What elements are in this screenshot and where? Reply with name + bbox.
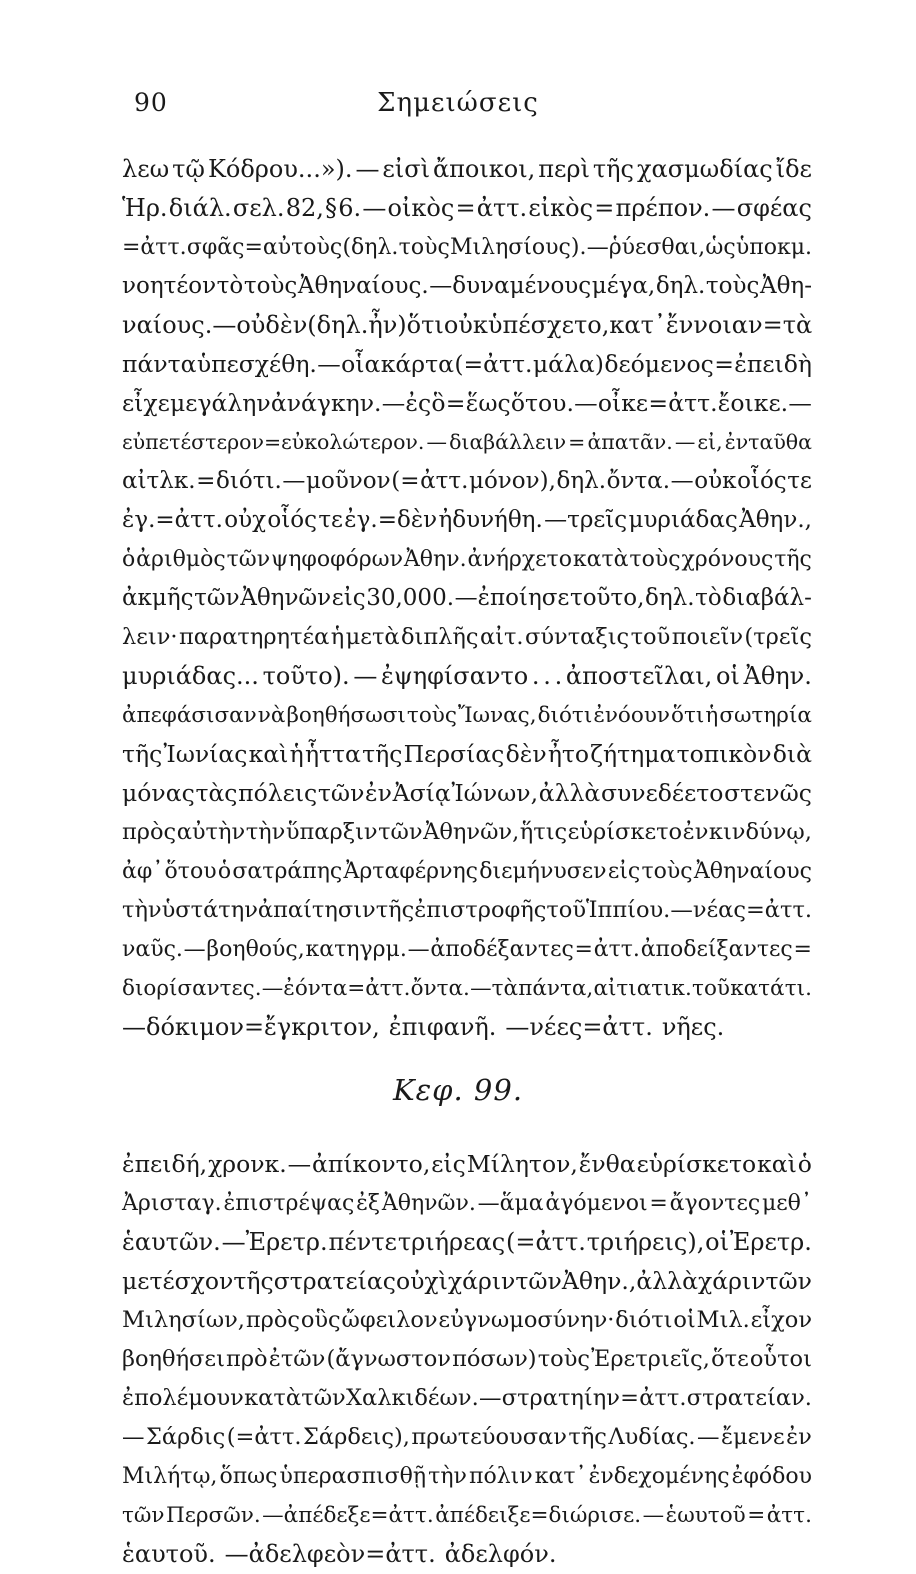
text-line: πάντα ὑπεσχέθη. — οἷα κάρτα (=ἀττ. μάλα) δεόμενος = ἐπειδὴ xyxy=(122,350,812,378)
text-line: βοηθήσει πρὸ ἐτῶν (ἄγνωστον πόσων) τοὺς Ἐρετριεῖς, ὅτε οὗτοι xyxy=(122,1346,812,1372)
text-line: Μιλήτῳ, ὅπως ὑπερασπισθῇ τὴν πόλιν κατ᾽ ἐνδεχομένης ἐφόδου xyxy=(122,1464,812,1489)
text-line: ὁ ἀριθμὸς τῶν ψηφοφόρων Ἀθην. ἀνήρχετο κατὰ τοὺς χρόνους τῆς xyxy=(122,547,812,572)
page-header xyxy=(128,88,788,124)
text-line: ἀκμῆς τῶν Ἀθηνῶν εἰς 30,000. —ἐποίησε τοῦτο, δηλ. τὸ διαβάλ- xyxy=(122,585,812,611)
text-line: λειν· παρατηρητέα ἡ μετὰ διπλῆς αἰτ. σύνταξις τοῦ ποιεῖν (τρεῖς xyxy=(122,624,812,650)
running-title: Σημειώσεις xyxy=(377,88,539,118)
text-line: τῶν Περσῶν. —ἀπέδεξε=ἀττ. ἀπέδειξε=διώρισε. — ἑωυτοῦ = ἀττ. xyxy=(122,1503,812,1528)
text-line: ναίους. — οὐδὲν (δηλ. ἦν) ὅτι οὐκ ὑπέσχετο, κατ᾽ ἔννοιαν = τὰ xyxy=(122,311,813,339)
text-line: =ἀττ. σφᾶς=αὐτοὺς (δηλ. τοὺς Μιλησίους). —ῥύεσθαι, ὡς ὑποκμ. xyxy=(122,235,812,260)
text-line: μετέσχον τῆς στρατείας οὐχὶ χάριν τῶν Ἀθην., ἀλλὰ χάριν τῶν xyxy=(122,1267,812,1295)
text-line: διορίσαντες. —ἐόντα=ἀττ. ὄντα. —τὰ πάντα, αἰτιατικ. τοῦ κατά τι. xyxy=(122,976,812,1001)
notes-section-2 xyxy=(122,1145,812,1574)
text-line: λεω τῷ Κόδρου...»). — εἰσὶ ἄποικοι, περὶ τῆς χασμωδίας ἴδε xyxy=(122,155,812,183)
text-line: τὴν ὑστάτην ἀπαίτησιν τῆς ἐπιστροφῆς τοῦ Ἱππίου. — νέας=ἀττ. xyxy=(122,897,813,923)
text-line: εὐπετέστερον=εὐκολώτερον. — διαβάλλειν = ἀπατᾶν. — εἰ, ἐνταῦθα xyxy=(122,430,812,454)
text-line: τῆς Ἰωνίας καὶ ἡ ἧττα τῆς Περσίας δὲν ἦτο ζήτημα τοπικὸν διὰ xyxy=(122,740,812,768)
notes-section-1 xyxy=(122,150,812,1047)
text-line: νοητέον τὸ τοὺς Ἀθηναίους. —δυναμένους μέγα, δηλ. τοὺς Ἀθη- xyxy=(122,273,812,299)
text-line: αἰτλκ. = διότι. — μοῦνον (= ἀττ. μόνον), δηλ. ὄντα. — οὐκ οἷός τε xyxy=(122,468,812,494)
text-line: εἶχε μεγάλην ἀνάγκην. — ἐς ὃ = ἕως ὅτου. — οἶκε = ἀττ. ἔοικε. — xyxy=(122,389,812,417)
page-number: 90 xyxy=(134,88,168,117)
text-line: μυριάδας... τοῦτο). — ἐψηφίσαντο . . . ἀποστεῖλαι, οἱ Ἀθην. xyxy=(122,662,812,690)
text-line: Μιλησίων, πρὸς οὓς ὤφειλον εὐγνωμοσύνην· διότι οἱ Μιλ. εἶχον xyxy=(122,1307,812,1333)
text-line: ἑαυτῶν. —Ἐρετρ. πέντε τριήρεας (=ἀττ. τριήρεις), οἱ Ἐρετρ. xyxy=(122,1228,812,1256)
text-line: ἐπειδή, χρονκ. — ἀπίκοντο, εἰς Μίλητον, ἔνθα εὑρίσκετο καὶ ὁ xyxy=(122,1150,812,1178)
text-line: μόνας τὰς πόλεις τῶν ἐν Ἀσίᾳ Ἰώνων, ἀλλὰ συνεδέετο στενῶς xyxy=(122,779,812,807)
text-line: ἀπεφάσισαν νὰ βοηθήσωσι τοὺς Ἴωνας, διότι ἐνόουν ὅτι ἡ σωτηρία xyxy=(122,703,812,728)
text-line: ἀφ᾽ ὅτου ὁ σατράπης Ἀρταφέρνης διεμήνυσεν εἰς τοὺς Ἀθηναίους xyxy=(122,859,812,884)
text-line: Ἀρισταγ. ἐπιστρέψας ἐξ Ἀθηνῶν. —ἅμα ἀγόμενοι = ἄγοντες μεθ᾽ xyxy=(122,1191,812,1216)
text-line: Ἡρ. διάλ. σελ. 82, § 6. — οἰκὸς = ἀττ. εἰκὸς = πρέπον. — σφέας xyxy=(122,194,812,222)
text-line: ἐγ.=ἀττ. οὐχ οἷός τε ἐγ.=δὲν ἠδυνήθη. —τρεῖς μυριάδας Ἀθην., xyxy=(122,507,812,533)
text-line: —δόκιμον=ἔγκριτον, ἐπιφανῆ. —νέες=ἀττ. νῆες. xyxy=(122,1013,725,1041)
text-line: — Σάρδις (=ἀττ. Σάρδεις), πρωτεύουσαν τῆς Λυδίας. — ἔμενε ἐν xyxy=(122,1424,812,1450)
text-line: πρὸς αὐτὴν τὴν ὕπαρξιν τῶν Ἀθηνῶν, ἥτις εὑρίσκετο ἐν κινδύνῳ, xyxy=(122,819,812,845)
text-line: ἐπολέμουν κατὰ τῶν Χαλκιδέων. — στρατηίην = ἀττ. στρατείαν. xyxy=(122,1385,812,1411)
text-line: ἑαυτοῦ. —ἀδελφεὸν=ἀττ. ἀδελφόν. xyxy=(122,1540,557,1568)
text-line: ναῦς. — βοηθούς, κατηγρμ. — ἀποδέξαντες = ἀττ. ἀποδείξαντες = xyxy=(122,937,812,962)
chapter-heading: Κεφ. 99. xyxy=(392,1073,524,1107)
